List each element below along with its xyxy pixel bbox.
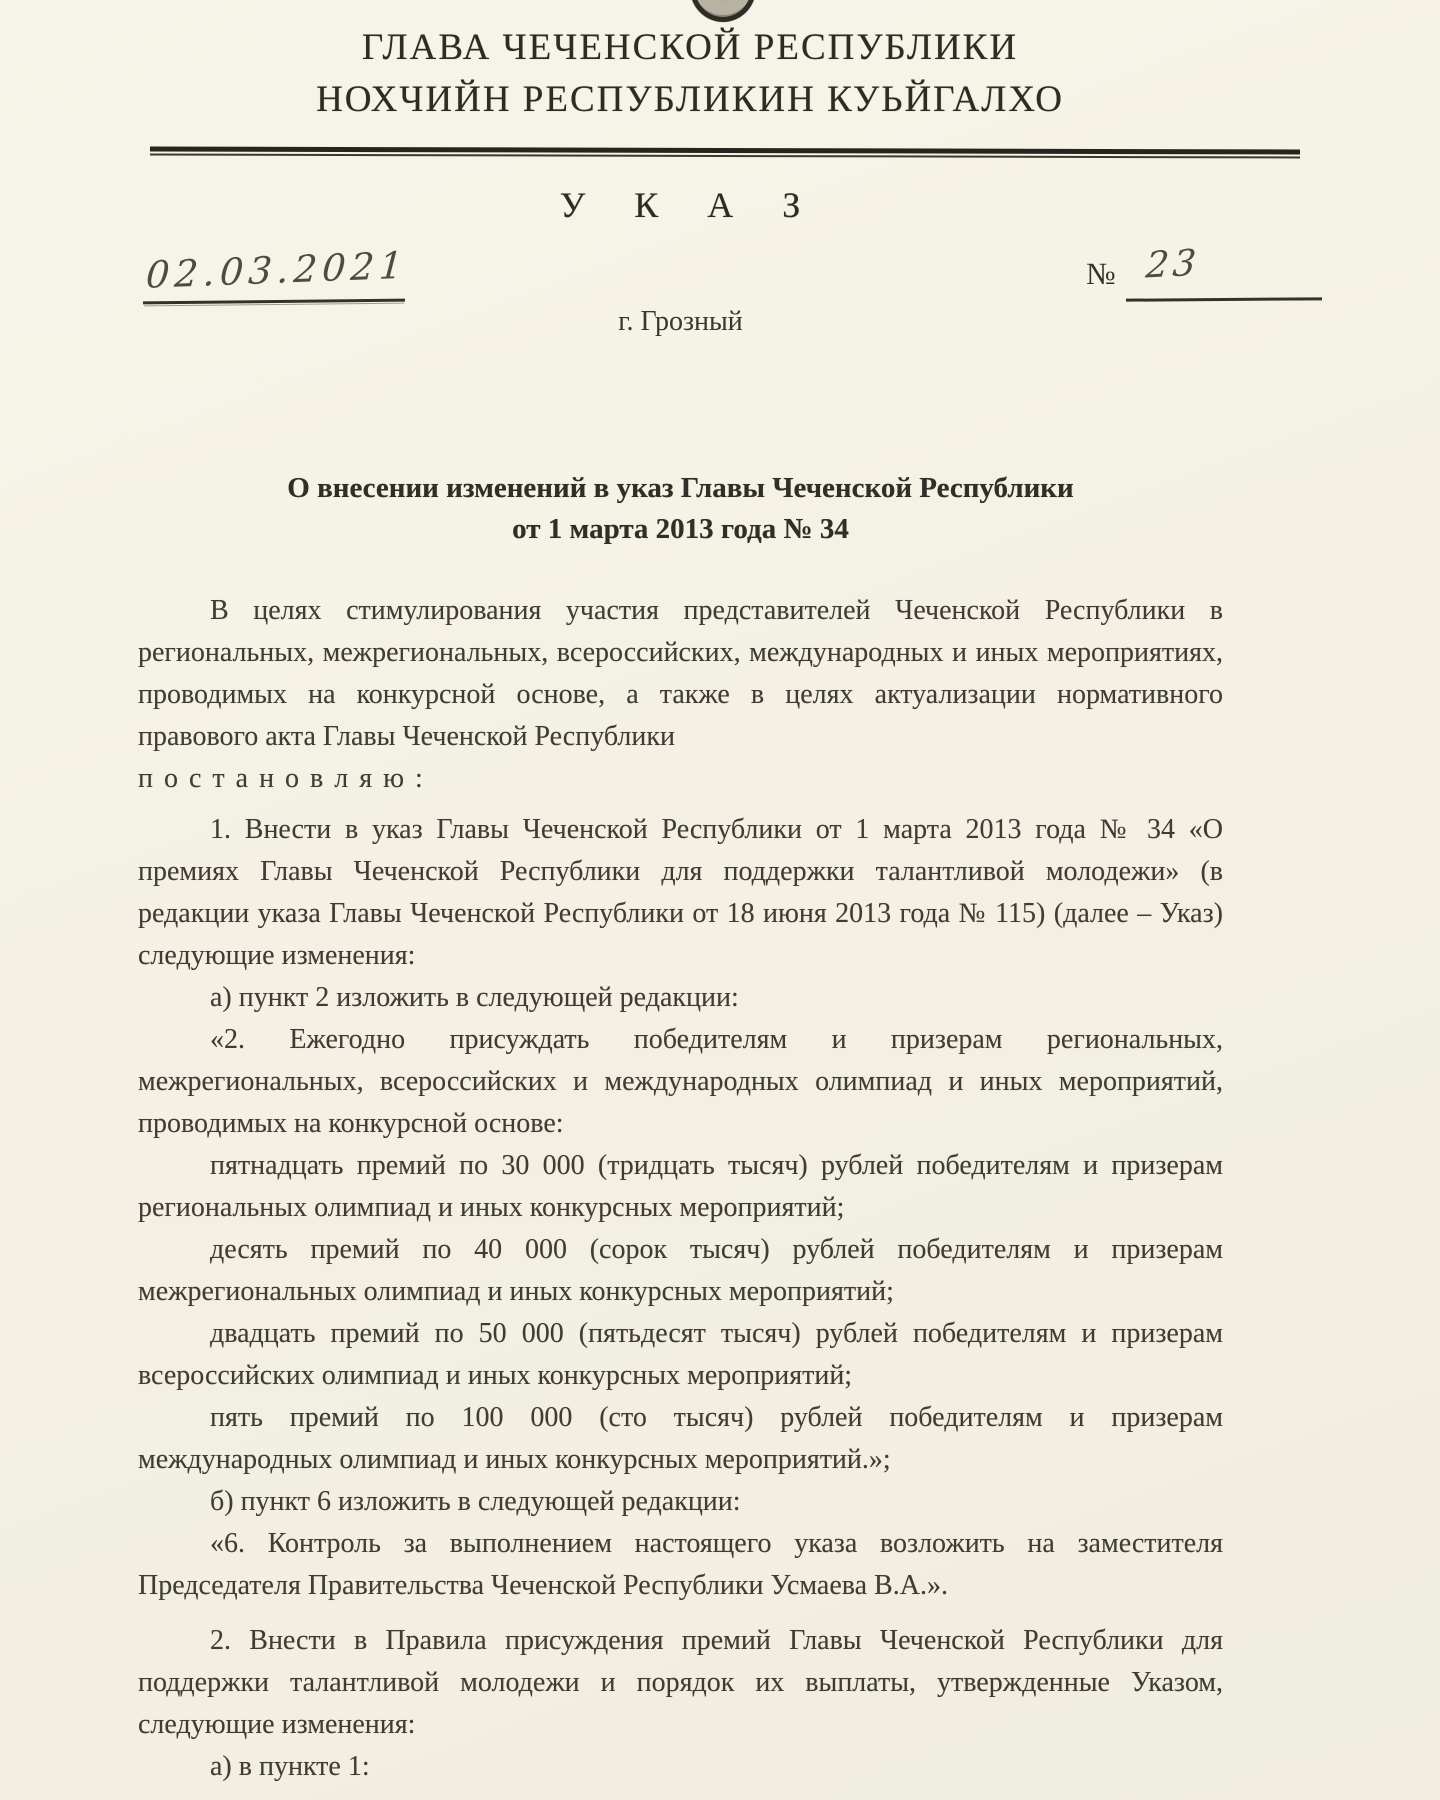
body-paragraph-point2-intro: «2. Ежегодно присуждать победителям и призерам региональных, межрегиональных, всероссийских и международных олимпиад и иных мероприятий, проводимых на конкурсной основе:	[138, 1024, 1223, 1139]
number-sign: №	[1086, 256, 1116, 291]
date-handwritten: 02.03.2021	[144, 243, 410, 297]
decree-title-line2: от 1 марта 2013 года № 34	[512, 513, 849, 545]
body-paragraph-preamble: В целях стимулирования участия представителей Чеченской Республики в региональных, межрегиональных, всероссийских, международных и иных мероприятиях, проводимых на конкурсной основе, а также в целях актуализации нормативного правового акта Главы Чеченской Республики	[138, 595, 1223, 752]
body-paragraph-point6-control: «6. Контроль за выполнением настоящего указа возложить на заместителя Председателя Правительства Чеченской Республики Усмаева В.А.».	[138, 1528, 1223, 1601]
body-paragraph-item1a: а) пункт 2 изложить в следующей редакции:	[210, 982, 739, 1013]
letterhead-org-russian: ГЛАВА ЧЕЧЕНСКОЙ РЕСПУБЛИКИ	[361, 27, 1019, 68]
decree-title-line1: О внесении изменений в указ Главы Чеченской Республики	[287, 472, 1074, 504]
decree-body	[138, 590, 1223, 1788]
body-paragraph-item1b: б) пункт 6 изложить в следующей редакции:	[210, 1486, 741, 1517]
body-paragraph-item1: 1. Внести в указ Главы Чеченской Республики от 1 марта 2013 года № 34 «О премиях Главы Чеченской Республики для поддержки талантливой молодежи» (в редакции указа Главы Чеченской Республики от 18 июня 2013 года № 115) (далее – Указ) следующие изменения:	[138, 814, 1223, 971]
body-paragraph-item2: 2. Внести в Правила присуждения премий Главы Чеченской Республики для поддержки талантливой молодежи и порядок их выплаты, утвержденные Указом, следующие изменения:	[138, 1625, 1223, 1740]
separator-thin-line	[150, 153, 1300, 158]
state-seal-bottom-edge-icon	[690, 0, 756, 22]
document-type-label: У К А З	[559, 185, 821, 225]
body-paragraph-prize-50000: двадцать премий по 50 000 (пятьдесят тысяч) рублей победителям и призерам всероссийских олимпиад и иных конкурсных мероприятий;	[138, 1318, 1223, 1391]
letterhead-org-chechen: НОХЧИЙН РЕСПУБЛИКИН КУЬЙГАЛХО	[316, 79, 1064, 120]
body-paragraph-item2a: а) в пункте 1:	[210, 1751, 370, 1782]
number-handwritten: 23	[1144, 242, 1202, 287]
body-paragraph-prize-40000: десять премий по 40 000 (сорок тысяч) рублей победителям и призерам межрегиональных олимпиад и иных конкурсных мероприятий;	[138, 1234, 1223, 1307]
body-paragraph-prize-100000: пять премий по 100 000 (сто тысяч) рублей победителям и призерам международных олимпиад и иных конкурсных мероприятий.»;	[138, 1402, 1223, 1475]
letterhead-separator-rule	[150, 146, 1300, 159]
city-line: г. Грозный	[618, 306, 743, 337]
decree-title	[138, 468, 1223, 550]
date-underline	[143, 299, 405, 305]
body-paragraph-resolve-word: п о с т а н о в л я ю :	[138, 763, 425, 794]
number-underline	[1126, 297, 1322, 301]
body-paragraph-prize-30000: пятнадцать премий по 30 000 (тридцать тысяч) рублей победителям и призерам региональных олимпиад и иных конкурсных мероприятий;	[138, 1150, 1223, 1223]
